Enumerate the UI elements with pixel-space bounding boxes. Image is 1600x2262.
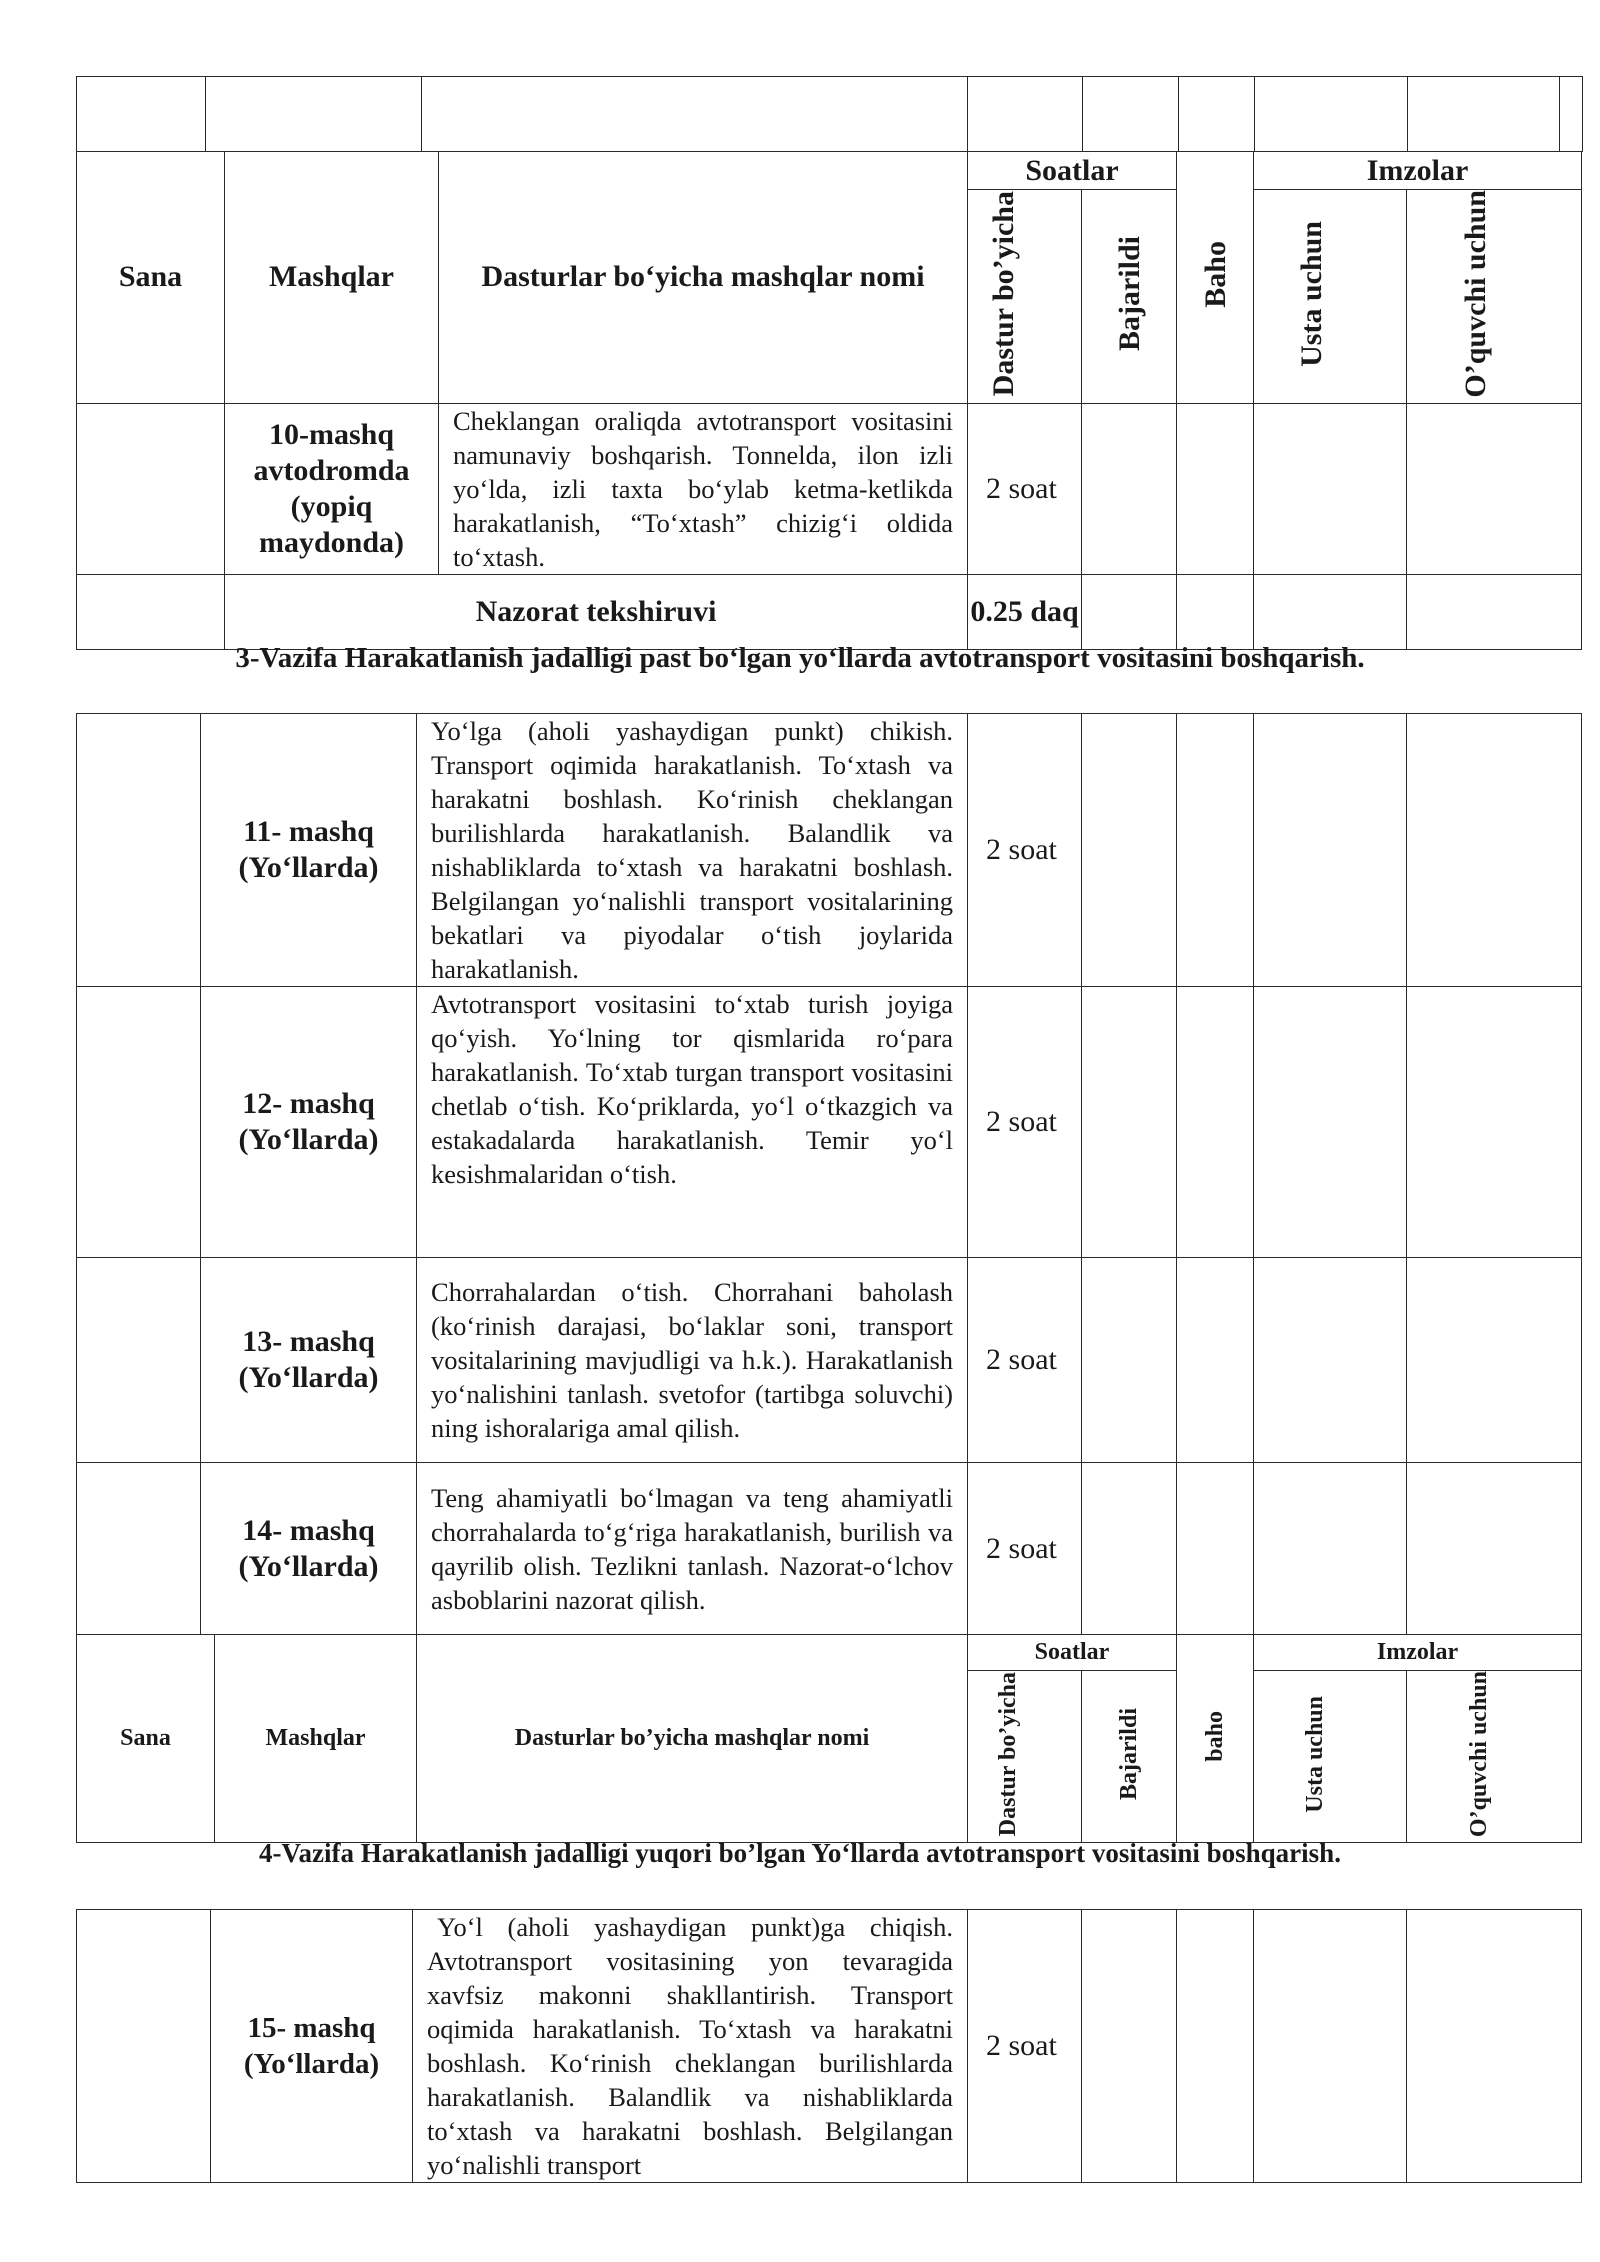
exercise-description: Yo‘lga (aholi yashaydigan punkt) chikish. Transport oqimida harakatlanish. To‘xtash va harakatni boshlash. Ko‘rinish cheklangan burilishlarda harakatlanish. Balandlik va nishabliklarda to‘xtash va harakatni boshlash. Belgilangan yo‘nalishli transport vositalarining bekatlari va piyodalar o‘tish joylarida harakatlanish. [417, 714, 968, 987]
master-signature-cell [1254, 1910, 1407, 2183]
stub-cell [206, 77, 422, 152]
master-signature-cell [1254, 574, 1407, 649]
control-hours: 0.25 daq [968, 574, 1082, 649]
program-hours: 2 soat [968, 714, 1082, 987]
header-by-program-cell [968, 1671, 1082, 1843]
header-grade: baho [1201, 1710, 1228, 1762]
stub-cell [1255, 77, 1408, 152]
master-signature-cell [1254, 403, 1407, 574]
header-completed-cell [1082, 1671, 1177, 1843]
header-by-program: Dastur bo’yicha [994, 1671, 1021, 1837]
header-for-master: Usta uchun [1302, 1695, 1329, 1813]
header-exercises: Mashqlar [225, 152, 439, 404]
date-cell [77, 1910, 211, 2183]
program-hours: 2 soat [968, 1910, 1082, 2183]
exercise-label: 11- mashq (Yo‘llarda) [201, 714, 417, 987]
date-cell [77, 714, 201, 987]
exercise-table-3 [76, 1909, 1582, 2183]
student-signature-cell [1407, 574, 1582, 649]
student-signature-cell [1407, 714, 1582, 987]
completed-cell [1082, 987, 1177, 1258]
header-hours: Soatlar [968, 152, 1177, 190]
grade-cell [1177, 714, 1254, 987]
grade-cell [1177, 574, 1254, 649]
exercise-description: Cheklangan oraliqda avtotransport vositasini namunaviy boshqarish. Tonnelda, ilon izli yo‘lda, izli taxta bo‘ylab ketma-ketlikda harakatlanish, “To‘xtash” chizig‘i oldida to‘xtash. [439, 403, 968, 574]
grade-cell [1177, 1463, 1254, 1635]
control-label: Nazorat tekshiruvi [225, 574, 968, 649]
header-by-program-cell [968, 190, 1082, 404]
header-grade-cell [1177, 152, 1254, 404]
student-signature-cell [1407, 1910, 1582, 2183]
master-signature-cell [1254, 714, 1407, 987]
header-date: Sana [77, 1635, 215, 1843]
exercise-label: 12- mashq (Yo‘llarda) [201, 987, 417, 1258]
stub-cell [1179, 77, 1255, 152]
program-hours: 2 soat [968, 403, 1082, 574]
exercise-label: 14- mashq (Yo‘llarda) [201, 1463, 417, 1635]
header-for-student-cell [1407, 190, 1582, 404]
grade-cell [1177, 987, 1254, 1258]
date-cell [77, 1463, 201, 1635]
header-for-student: O’quvchi uchun [1466, 1671, 1493, 1838]
exercise-table-1 [76, 151, 1582, 650]
header-signatures: Imzolar [1254, 152, 1582, 190]
header-for-master: Usta uchun [1295, 220, 1329, 367]
top-stub-table [76, 76, 1583, 152]
grade-cell [1177, 403, 1254, 574]
header-hours: Soatlar [968, 1635, 1177, 1671]
master-signature-cell [1254, 987, 1407, 1258]
date-cell [77, 574, 225, 649]
completed-cell [1082, 1258, 1177, 1463]
student-signature-cell [1407, 1258, 1582, 1463]
stub-cell [1560, 77, 1583, 152]
grade-cell [1177, 1910, 1254, 2183]
date-cell [77, 987, 201, 1258]
header-completed: Bajarildi [1112, 236, 1146, 352]
table-row [77, 714, 1582, 987]
header-completed-cell [1082, 190, 1177, 404]
table-row [77, 403, 1582, 574]
header-grade-cell [1177, 1635, 1254, 1843]
program-hours: 2 soat [968, 987, 1082, 1258]
student-signature-cell [1407, 1463, 1582, 1635]
master-signature-cell [1254, 1258, 1407, 1463]
completed-cell [1082, 1910, 1177, 2183]
master-signature-cell [1254, 1463, 1407, 1635]
header-date: Sana [77, 152, 225, 404]
exercise-label: 15- mashq (Yo‘llarda) [211, 1910, 413, 2183]
section-3-title: 3-Vazifa Harakatlanish jadalligi past bo‘lgan yo‘llarda avtotransport vositasini boshqarish. [235, 642, 1365, 674]
completed-cell [1082, 1463, 1177, 1635]
exercise-description: Yo‘l (aholi yashaydigan punkt)ga chiqish. Avtotransport vositasining yon tevaragida xavfsiz makonni shakllantirish. Transport oqimida harakatlanish. To‘xtash va harakatni boshlash. Ko‘rinish cheklangan burilishlarda harakatlanish. Balandlik va nishabliklarda to‘xtash va harakatni boshlash. Belgilangan yo‘nalishli transport [413, 1910, 968, 2183]
table-row [77, 987, 1582, 1258]
stub-cell [77, 77, 206, 152]
header-exercise-names: Dasturlar bo’yicha mashqlar nomi [417, 1635, 968, 1843]
exercise-description: Avtotransport vositasini to‘xtab turish joyiga qo‘yish. Yo‘lning tor qismlarida ro‘para harakatlanish. To‘xtab turgan transport vositasini chetlab o‘tish. Ko‘priklarda, yo‘l o‘tkazgich va estakadalarda harakatlanish. Temir yo‘l kesishmalaridan o‘tish. [417, 987, 968, 1258]
exercise-description: Chorrahalardan o‘tish. Chorrahani baholash (ko‘rinish darajasi, bo‘laklar soni, transport vositalarining mavjudligi va h.k.). Harakatlanish yo‘nalishini tanlash. svetofor (tartibga soluvchi) ning ishoralariga amal qilish. [417, 1258, 968, 1463]
exercise-description: Teng ahamiyatli bo‘lmagan va teng ahamiyatli chorrahalarda to‘g‘riga harakatlanish, burilish va qayrilib olish. Tezlikni tanlash. Nazorat-o‘lchov asboblarini nazorat qilish. [417, 1463, 968, 1635]
header-signatures: Imzolar [1254, 1635, 1582, 1671]
header-for-master-cell [1254, 190, 1407, 404]
header-for-student: O’quvchi uchun [1459, 190, 1493, 398]
table-row [77, 1910, 1582, 2183]
program-hours: 2 soat [968, 1258, 1082, 1463]
date-cell [77, 1258, 201, 1463]
section-4-title: 4-Vazifa Harakatlanish jadalligi yuqori bo’lgan Yo‘llarda avtotransport vositasini boshqarish. [259, 1838, 1341, 1868]
exercise-label: 13- mashq (Yo‘llarda) [201, 1258, 417, 1463]
header-exercises: Mashqlar [215, 1635, 417, 1843]
stub-cell [1083, 77, 1179, 152]
student-signature-cell [1407, 987, 1582, 1258]
control-row [77, 574, 1582, 649]
program-hours: 2 soat [968, 1463, 1082, 1635]
exercise-label: 10-mashq avtodromda (yopiq maydonda) [225, 403, 439, 574]
grade-cell [1177, 1258, 1254, 1463]
stub-cell [1408, 77, 1560, 152]
completed-cell [1082, 574, 1177, 649]
stub-cell [422, 77, 968, 152]
stub-cell [968, 77, 1083, 152]
header-by-program: Dastur bo’yicha [986, 191, 1020, 397]
completed-cell [1082, 403, 1177, 574]
header-exercise-names: Dasturlar bo‘yicha mashqlar nomi [439, 152, 968, 404]
table-row [77, 1258, 1582, 1463]
header-grade: Baho [1198, 241, 1232, 309]
header-for-master-cell [1254, 1671, 1407, 1843]
student-signature-cell [1407, 403, 1582, 574]
table-row [77, 1463, 1582, 1635]
completed-cell [1082, 714, 1177, 987]
exercise-table-2 [76, 713, 1582, 1843]
header-for-student-cell [1407, 1671, 1582, 1843]
date-cell [77, 403, 225, 574]
header-completed: Bajarildi [1115, 1708, 1142, 1801]
